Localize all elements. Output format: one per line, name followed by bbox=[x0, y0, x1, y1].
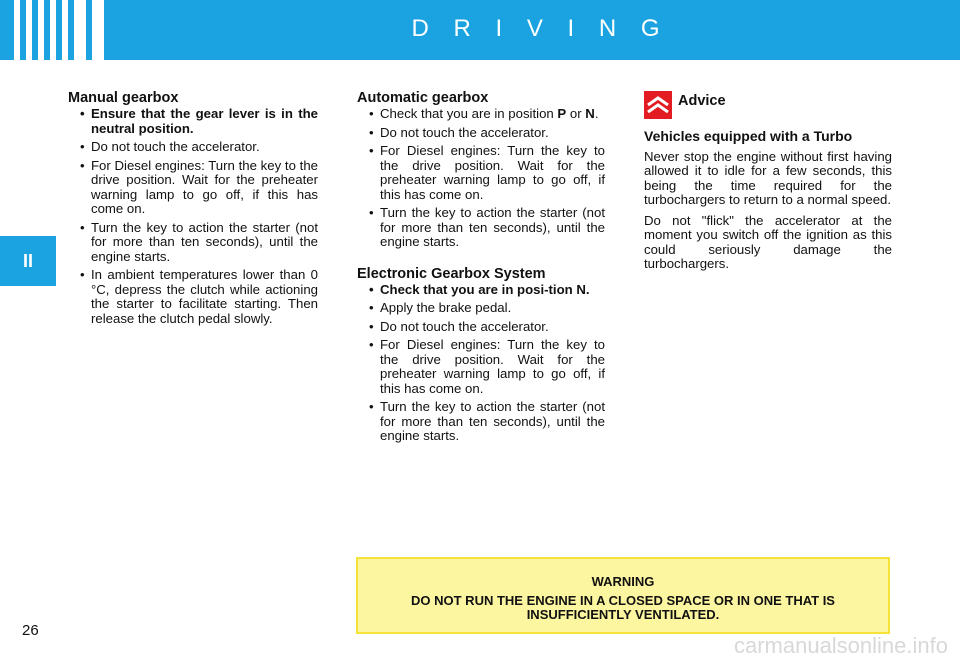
automatic-gearbox-list bbox=[357, 107, 605, 250]
citroen-chevron-logo-icon bbox=[644, 91, 672, 119]
chapter-tab: II bbox=[0, 236, 56, 286]
list-item: • For Diesel engines: Turn the key to the drive position. Wait for the preheater warning lamp to go off, if this has come on. bbox=[80, 159, 318, 217]
side-strip bbox=[0, 60, 56, 663]
list-item: • Do not touch the accelerator. bbox=[80, 140, 318, 155]
automatic-gearbox-section bbox=[357, 90, 605, 448]
list-item: • Check that you are in posi-tion N. bbox=[369, 283, 605, 298]
list-item: • For Diesel engines: Turn the key to the drive position. Wait for the preheater warning lamp to go off, if this has come on. bbox=[369, 144, 605, 202]
advice-header bbox=[644, 90, 892, 120]
list-item: • In ambient temperatures lower than 0 °C, depress the clutch while actioning the starter to facilitate starting. Then release the clutch pedal slowly. bbox=[80, 268, 318, 326]
advice-paragraph: Do not "flick" the accelerator at the moment you switch off the ignition as this could seriously damage the turbochargers. bbox=[644, 212, 892, 271]
warning-box bbox=[356, 557, 890, 634]
watermark: carmanualsonline.info bbox=[733, 633, 948, 658]
warning-title: WARNING bbox=[591, 574, 655, 589]
advice-subtitle: Vehicles equipped with a Turbo bbox=[644, 128, 853, 144]
manual-gearbox-section bbox=[68, 90, 318, 330]
list-item: • Turn the key to action the starter (not for more than ten seconds), until the engine starts. bbox=[369, 206, 605, 250]
chapter-header bbox=[0, 0, 960, 60]
list-item: • Do not touch the accelerator. bbox=[369, 320, 605, 335]
list-item: • Turn the key to action the starter (not for more than ten seconds), until the engine starts. bbox=[80, 221, 318, 265]
electronic-gearbox-title: Electronic Gearbox System bbox=[357, 265, 546, 282]
page-title: D R I V I N G bbox=[411, 15, 669, 42]
list-item: • Do not touch the accelerator. bbox=[369, 126, 605, 141]
page-number: 26 bbox=[22, 622, 39, 639]
list-item: • For Diesel engines: Turn the key to the drive position. Wait for the preheater warning lamp to go off, if this has come on. bbox=[369, 338, 605, 396]
list-item: • Check that you are in position P or N. bbox=[369, 107, 605, 122]
list-item: • Ensure that the gear lever is in the neutral position. bbox=[80, 107, 318, 136]
list-item: • Apply the brake pedal. bbox=[369, 301, 605, 316]
warning-body: DO NOT RUN THE ENGINE IN A CLOSED SPACE OR IN ONE THAT IS INSUFFICIENTLY VENTILATED. bbox=[411, 593, 835, 622]
advice-paragraph: Never stop the engine without first having allowed it to idle for a few seconds, this being the time required for the turbochargers to return to a normal speed. bbox=[644, 148, 892, 207]
automatic-gearbox-title: Automatic gearbox bbox=[357, 90, 489, 106]
manual-gearbox-list bbox=[68, 107, 318, 326]
advice-section bbox=[644, 90, 892, 278]
electronic-gearbox-list bbox=[357, 283, 605, 444]
list-item: • Turn the key to action the starter (not for more than ten seconds), until the engine starts. bbox=[369, 400, 605, 444]
manual-gearbox-title: Manual gearbox bbox=[68, 90, 179, 106]
header-stripes bbox=[14, 0, 110, 60]
advice-title: Advice bbox=[678, 92, 726, 109]
